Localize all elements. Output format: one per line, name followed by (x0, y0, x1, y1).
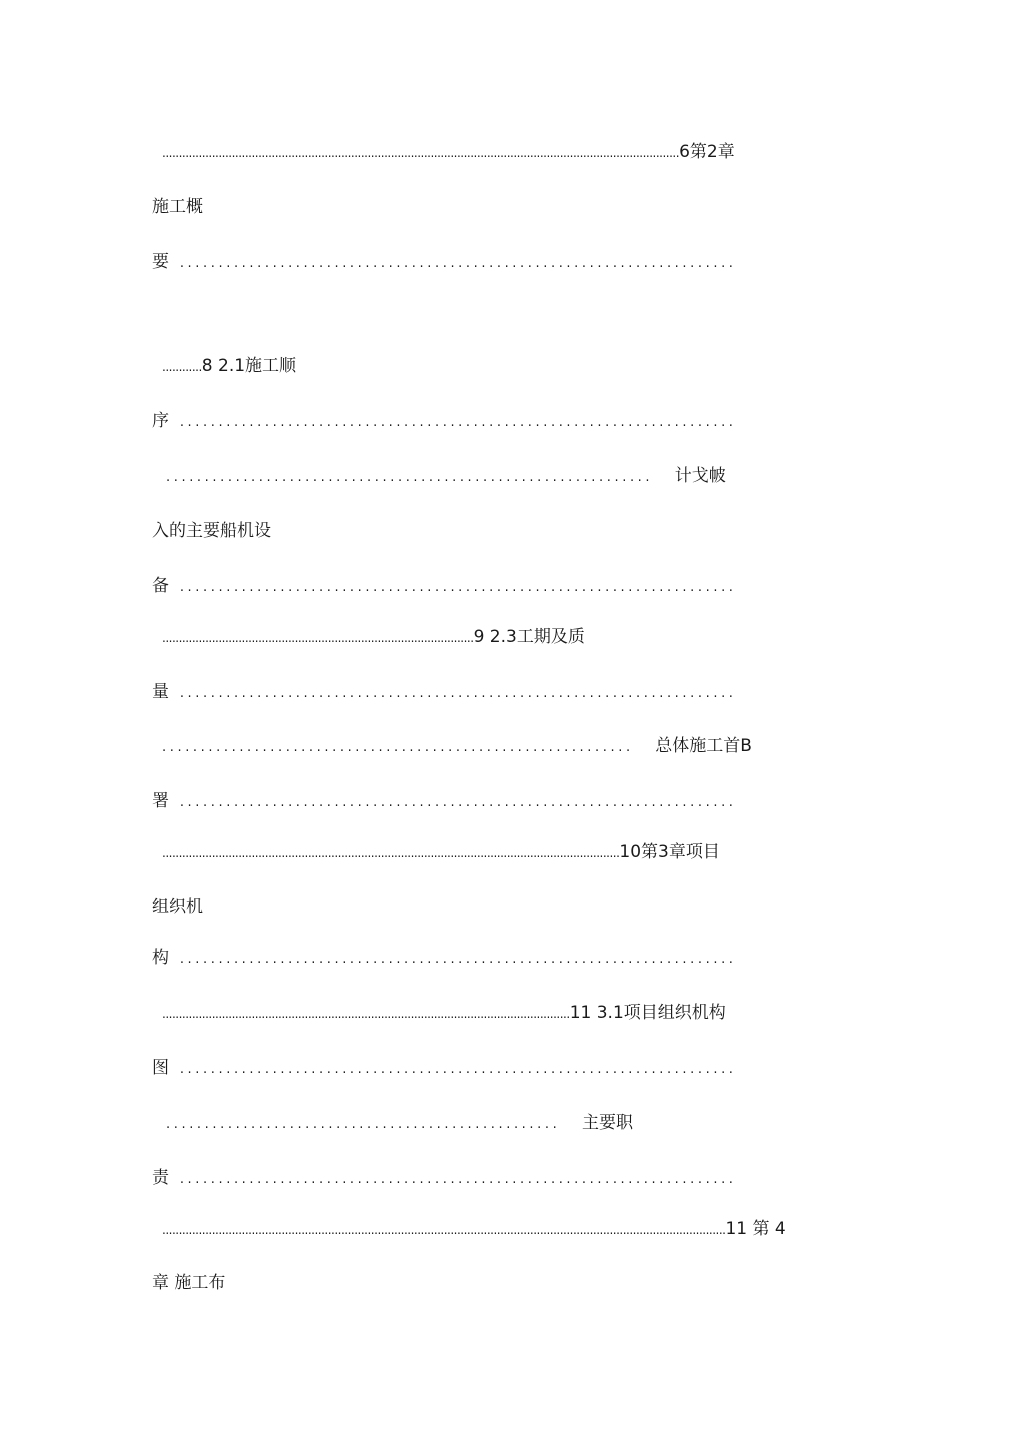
toc-line (162, 1002, 822, 1025)
dot-leader: ............ (162, 360, 202, 374)
dot-leader: ........................................................................ (179, 256, 737, 271)
toc-entry-lead-text: 图 (152, 1058, 169, 1078)
toc-line (166, 465, 846, 489)
toc-line (152, 1167, 842, 1191)
toc-entry-text: 施工概 (152, 197, 203, 217)
dot-leader: ........................................................................ (179, 580, 737, 595)
toc-line (152, 520, 452, 542)
toc-entry-text: 9 2.3工期及质 (473, 627, 585, 647)
toc-entry-lead-text: 责 (152, 1168, 169, 1188)
toc-entry-text: 11 3.1项目组织机构 (569, 1003, 726, 1023)
toc-line (152, 947, 842, 971)
toc-entry-lead-text: 备 (152, 576, 169, 596)
toc-entry-lead-text: 要 (152, 252, 169, 272)
toc-entry-lead-text: 署 (152, 791, 169, 811)
toc-line (162, 355, 462, 378)
toc-entry-text: 章 施工布 (152, 1273, 226, 1293)
toc-line (166, 1112, 706, 1136)
toc-entry-lead-text: 序 (152, 411, 169, 431)
toc-entry-text: 主要职 (581, 1113, 633, 1133)
dot-leader: ........................................................................................................................... (162, 1007, 570, 1021)
toc-entry-text: 8 2.1施工顺 (201, 356, 297, 376)
toc-entry-lead-text: 量 (152, 682, 169, 702)
toc-line (152, 1272, 352, 1294)
toc-entry-text: 6第2章 (679, 142, 735, 162)
toc-line (162, 841, 812, 864)
toc-line (152, 410, 842, 434)
dot-leader: ............................................................. (162, 740, 634, 755)
toc-entry-text: 11 第 4 (725, 1219, 786, 1239)
dot-leader: ........................................................................ (179, 686, 737, 701)
toc-line (152, 196, 352, 218)
dot-leader: ........................................................................ (179, 1172, 737, 1187)
toc-entry-text: 10第3章项目 (619, 842, 720, 862)
dot-leader: .............................................................................................. (162, 631, 474, 645)
dot-leader: ........................................................................ (179, 952, 737, 967)
dot-leader: ........................................................................ (179, 415, 737, 430)
toc-line (162, 1218, 872, 1241)
toc-line (162, 626, 682, 649)
toc-entry-text: 入的主要船机设 (152, 521, 271, 541)
dot-leader: ............................................................... (166, 470, 654, 485)
toc-line (162, 141, 812, 164)
toc-line (152, 896, 352, 918)
toc-entry-text: 组织机 (152, 897, 203, 917)
toc-line (152, 1057, 842, 1081)
toc-line (152, 251, 842, 275)
dot-leader: ........................................................................ (179, 1062, 737, 1077)
toc-line (152, 681, 842, 705)
toc-entry-lead-text: 构 (152, 948, 169, 968)
toc-line (152, 790, 842, 814)
dot-leader: .......................................................................................................................................................................... (162, 1223, 726, 1237)
toc-line (162, 735, 842, 759)
dot-leader: ........................................................................ (179, 795, 737, 810)
toc-line (152, 575, 842, 599)
dot-leader: .......................................................................................................................................... (162, 846, 620, 860)
toc-entry-text: 计戈帔 (674, 466, 726, 486)
toc-entry-text: 总体施工首B (655, 736, 752, 756)
dot-leader: ............................................................................................................................................................ (162, 146, 680, 160)
dot-leader: ................................................... (166, 1117, 561, 1132)
